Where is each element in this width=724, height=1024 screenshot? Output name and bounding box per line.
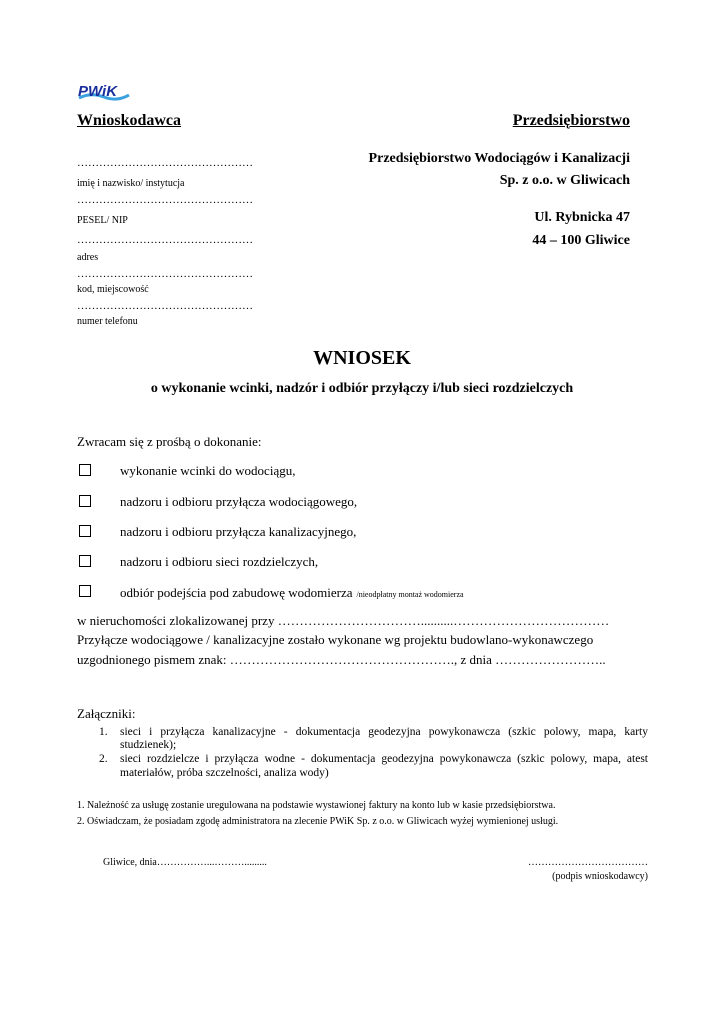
phone-label: numer telefonu: [77, 316, 138, 327]
attachment-2-line1: sieci rozdzielcze i przyłącza wodne - dokumentacja geodezyjna powykonawcza (szkic polowy, mapa, atest: [120, 753, 648, 765]
address-dots: …………………………………………: [77, 234, 253, 246]
footnote-2: 2. Oświadczam, że posiadam zgodę administratora na zlecenie PWiK Sp. z o.o. w Gliwicach wyżej wymienionej usługi.: [77, 816, 559, 827]
option-label-3: nadzoru i odbioru przyłącza kanalizacyjnego,: [120, 524, 357, 539]
location-line: w nieruchomości zlokalizowanej przy ……………………………..........………………………………: [77, 613, 610, 628]
attachment-1-line2: studzienek);: [120, 739, 177, 751]
name-label: imię i nazwisko/ instytucja: [77, 178, 185, 189]
pesel-label: PESEL/ NIP: [77, 215, 128, 226]
option-label-2: nadzoru i odbioru przyłącza wodociągowego,: [120, 494, 358, 509]
option-checkbox-2[interactable]: [79, 495, 91, 507]
option-label-5: odbiór podejścia pod zabudowę wodomierza: [120, 585, 353, 600]
phone-dots: …………………………………………: [77, 300, 253, 312]
option-checkbox-4[interactable]: [79, 555, 91, 567]
svg-text:PWiK: PWiK: [78, 83, 118, 100]
name-dots: …………………………………………: [77, 157, 253, 169]
approval-line: uzgodnionego pismem znak: ……………………………………………., z dnia ……………………..: [77, 652, 606, 667]
company-heading: Przedsiębiorstwo: [512, 112, 630, 129]
company-name-line1: Przedsiębiorstwo Wodociągów i Kanalizacji: [368, 151, 630, 166]
signature-label: (podpis wnioskodawcy): [552, 871, 648, 882]
postcode-dots: …………………………………………: [77, 268, 253, 280]
option-label-4: nadzoru i odbioru sieci rozdzielczych,: [120, 554, 319, 569]
attachment-num-2: 2.: [99, 753, 108, 765]
document-title: WNIOSEK: [313, 347, 411, 369]
project-line: Przyłącze wodociągowe / kanalizacyjne zostało wykonane wg projektu budowlano-wykonawczego: [77, 632, 594, 647]
attachments-heading: Załączniki:: [77, 706, 136, 721]
company-name-line2: Sp. z o.o. w Gliwicach: [499, 173, 630, 188]
pwik-logo: [77, 82, 131, 104]
applicant-heading: Wnioskodawca: [77, 112, 182, 129]
postcode-label: kod, miejscowość: [77, 284, 149, 295]
signature-dots: ………………………………: [528, 857, 648, 868]
request-intro: Zwracam się z prośbą o dokonanie:: [77, 434, 262, 449]
footnote-1: 1. Należność za usługę zostanie uregulowana na podstawie wystawionej faktury na konto lub w kasie przedsiębiorstwa.: [77, 800, 556, 811]
option-5-note: /nieodpłatny montaż wodomierza: [356, 590, 464, 599]
company-street: Ul. Rybnicka 47: [534, 210, 630, 225]
option-checkbox-1[interactable]: [79, 464, 91, 476]
place-date: Gliwice, dnia……………...……….........: [103, 857, 267, 868]
attachment-num-1: 1.: [99, 726, 108, 738]
option-row-5: [120, 584, 464, 602]
document-subtitle: o wykonanie wcinki, nadzór i odbiór przyłączy i/lub sieci rozdzielczych: [150, 381, 574, 396]
option-checkbox-5[interactable]: [79, 585, 91, 597]
address-label: adres: [77, 252, 99, 263]
option-label-1: wykonanie wcinki do wodociągu,: [120, 463, 296, 478]
option-checkbox-3[interactable]: [79, 525, 91, 537]
attachment-1-line1: sieci i przyłącza kanalizacyjne - dokumentacja geodezyjna powykonawcza (szkic polowy, mapa, karty: [120, 726, 648, 738]
attachment-2-line2: materiałów, próba szczelności, analiza wody): [120, 767, 329, 779]
pesel-dots: …………………………………………: [77, 194, 253, 206]
company-city: 44 – 100 Gliwice: [532, 233, 630, 248]
